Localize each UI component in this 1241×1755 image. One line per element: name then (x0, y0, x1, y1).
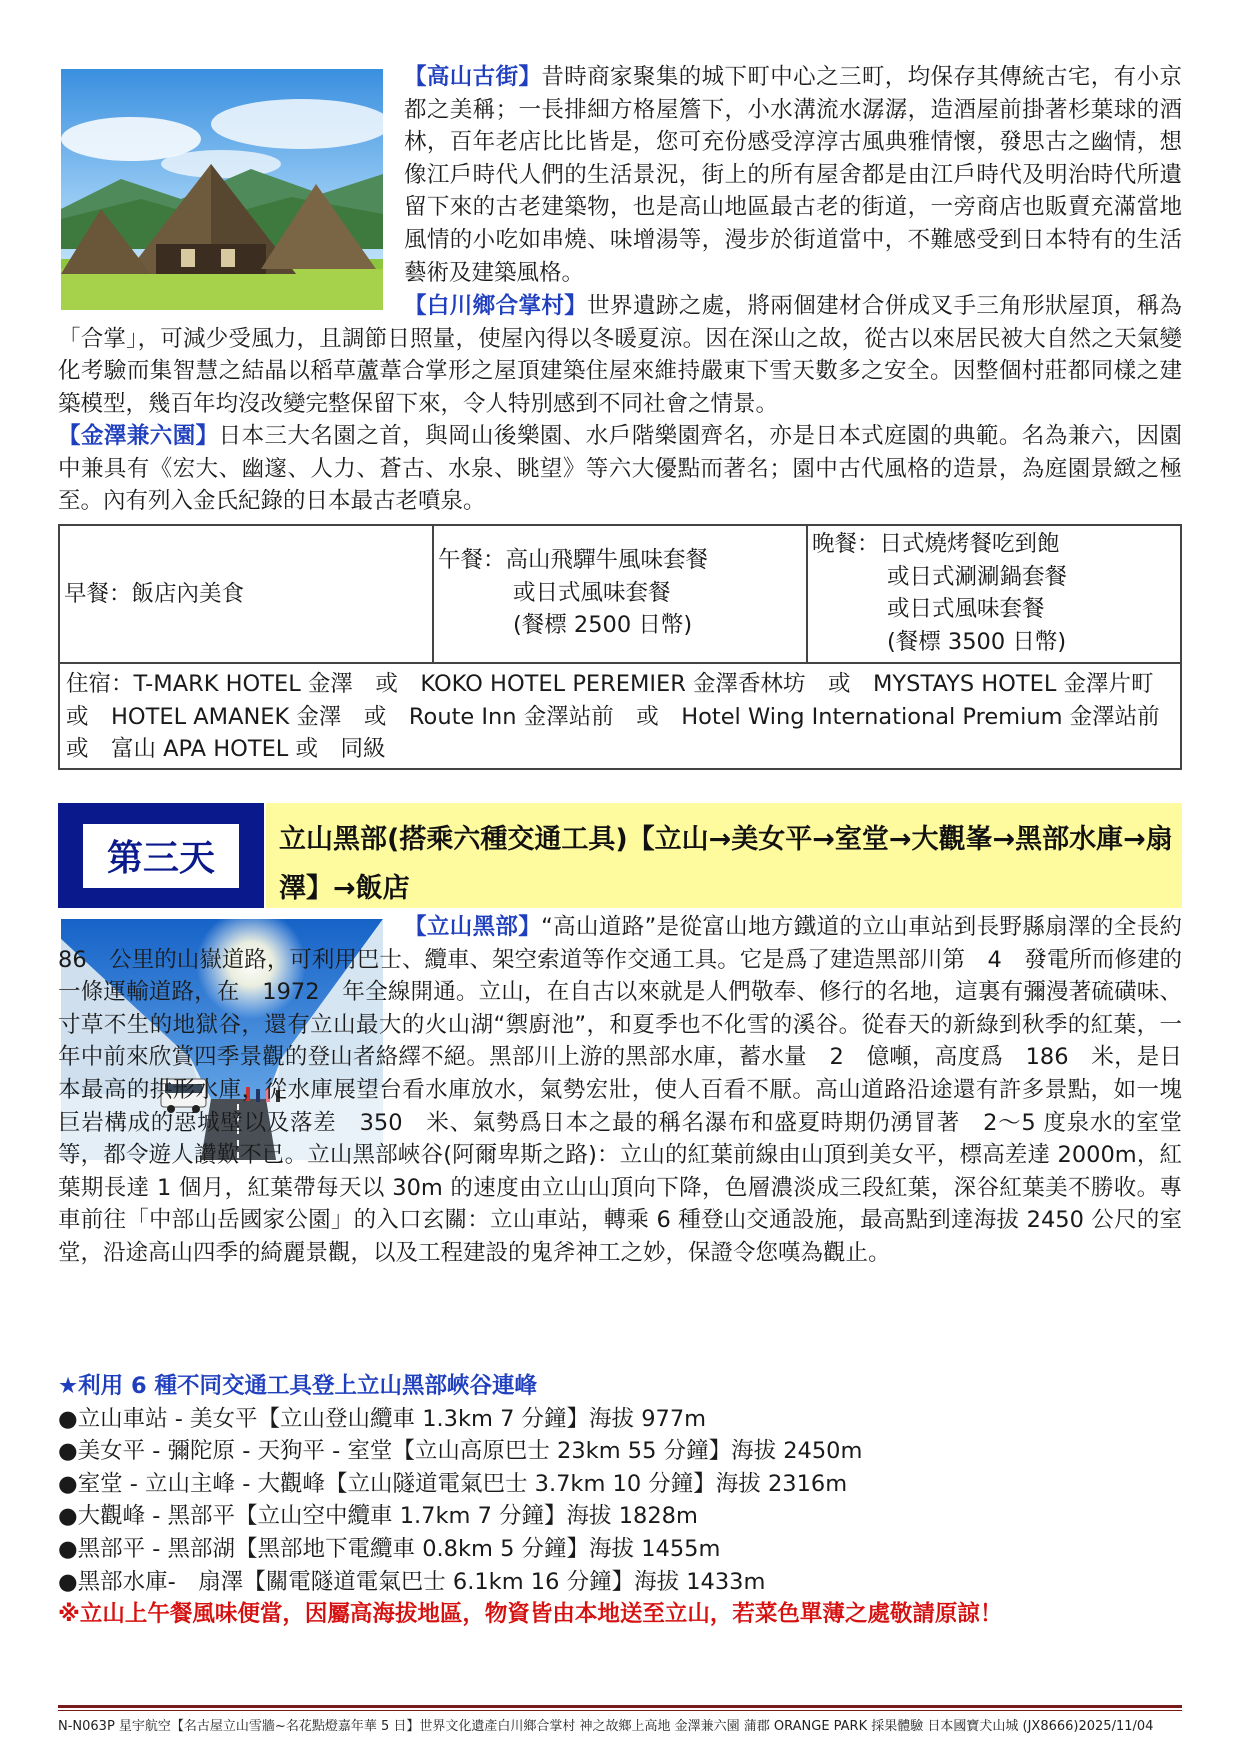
shirakawago-text: 世界遺跡之處，將兩個建材合併成叉手三角形狀屋頂，稱為「合掌」，可減少受風力，且調節日照量，使屋內得以冬暖夏涼。因在深山之故，從古以來居民被大自然之天氣變化考驗而集智慧之結晶以稻草蘆葦合掌形之屋頂建築住屋來維持嚴東下雪天數多之安全。因整個村莊都同樣之建築模型，幾百年均沒改變完整保留下來，令人特別感到不同社會之情景。 (58, 293, 1182, 417)
transport-item-1: ●立山車站 - 美女平【立山登山纜車 1.3km 7 分鐘】海拔 977m (58, 1405, 707, 1432)
breakfast-cell (60, 526, 434, 662)
transport-item-4: ●大觀峰 - 黑部平【立山空中纜車 1.7km 7 分鐘】海拔 1828m (58, 1503, 698, 1530)
kenrokuen-text: 日本三大名園之首，與岡山後樂園、水戶階樂園齊名，亦是日本式庭園的典範。名為兼六，因園中兼具有《宏大、幽邃、人力、蒼古、水泉、眺望》等六大優點而著名；園中古代風格的造景，為庭園景緻之極至。內有列入金氏紀錄的日本最古老噴泉。 (58, 423, 1182, 515)
tateyama-tag: 【立山黑部】 (404, 914, 542, 940)
footer-rule-thick (58, 1705, 1182, 1708)
transport-item-3: ●室堂 - 立山主峰 - 大觀峰【立山隧道電氣巴士 3.7km 10 分鐘】海拔 2316m (58, 1470, 848, 1497)
day-title-box (266, 803, 1182, 908)
transport-item-2: ●美女平 - 彌陀原 - 天狗平 - 室堂【立山高原巴士 23km 55 分鐘】海拔 2450m (58, 1438, 863, 1465)
takayama-text: 昔時商家聚集的城下町中心之三町，均保存其傳統古宅，有小京都之美稱；一長排細方格屋簷下，小水溝流水潺潺，造酒屋前掛著杉葉球的酒林，百年老店比比皆是，您可充份感受淳淳古風典雅情懷，發思古之幽情，想像江戶時代人們的生活景況，街上的所有屋舍都是由江戶時代及明治時代所遺留下來的古老建築物，也是高山地區最古老的街道，一旁商店也販賣充滿當地風情的小吃如串燒、味增湯等，漫步於街道當中，不難感受到日本特有的生活藝術及建築風格。 (404, 64, 1182, 286)
takayama-paragraph (404, 61, 1182, 289)
transport-heading: ★利用 6 種不同交通工具登上立山黑部峽谷連峰 (58, 1373, 537, 1399)
hotel-cell (60, 664, 1183, 768)
shirakawago-paragraph (58, 290, 1182, 420)
lunch-note: ※立山上午餐風味便當，因屬高海拔地區，物資皆由本地送至立山，若菜色單薄之處敬請原諒！ (58, 1601, 1003, 1628)
day-label-inner (81, 822, 241, 890)
lunch-line-1: 午餐：高山飛驒牛風味套餐 (438, 547, 709, 573)
lunch-cell (434, 526, 808, 662)
kenrokuen-tag: 【金澤兼六園】 (58, 423, 219, 449)
hotel-text: 住宿：T-MARK HOTEL 金澤 或 KOKO HOTEL PEREMIER 金澤香林坊 或 MYSTAYS HOTEL 金澤片町 或 HOTEL AMANEK 金澤 或 Route Inn 金澤站前 或 Hotel Wing International Premium 金澤站前 或 富山 APA HOTEL 或 同級 (66, 671, 1183, 763)
dinner-line-1: 晚餐：日式燒烤餐吃到飽 (812, 531, 1060, 557)
lunch-line-2: 或日式風味套餐 (513, 579, 671, 606)
dinner-line-3: 或日式風味套餐 (887, 596, 1045, 623)
footer-rule-thin (58, 1710, 1182, 1711)
shirakawago-tag: 【白川鄉合掌村】 (404, 293, 588, 319)
dinner-line-2: 或日式涮涮鍋套餐 (887, 563, 1068, 590)
takayama-tag: 【高山古街】 (404, 64, 542, 90)
meal-row (60, 526, 1180, 664)
transport-item-6: ●黑部水庫- 扇澤【關電隧道電氣巴士 6.1km 16 分鐘】海拔 1433m (58, 1568, 766, 1595)
day-label: 第三天 (106, 838, 215, 879)
tateyama-paragraph (58, 911, 1182, 1270)
meal-table (58, 524, 1182, 770)
transport-item-5: ●黑部平 - 黑部湖【黑部地下電纜車 0.8km 5 分鐘】海拔 1455m (58, 1535, 721, 1562)
dinner-cell (808, 526, 1180, 662)
shirakawago-photo (61, 69, 383, 310)
day-title: 立山黑部(搭乘六種交通工具)【立山→美女平→室堂→大觀峯→黑部水庫→扇澤】→飯店 (279, 824, 1173, 904)
footer-text: N-N063P 星宇航空【名古屋立山雪牆~名花點燈嘉年華 5 日】世界文化遺產白川鄉合掌村 神之故鄉上高地 金澤兼六園 蒲郡 ORANGE PARK 採果體驗 日本國寶犬山城 (JX8666)2025/11/04 (58, 1719, 1154, 1734)
breakfast-text: 早餐：飯店內美食 (64, 580, 245, 607)
transport-section (58, 1370, 1182, 1631)
dinner-line-4: (餐標 3500 日幣) (887, 628, 1067, 655)
tateyama-text: “高山道路”是從富山地方鐵道的立山車站到長野縣扇澤的全長約 86 公里的山嶽道路，可利用巴士、纜車、架空索道等作交通工具。它是爲了建造黑部川第 4 發電所而修建的一條運輸道路，在 1972 年全線開通。立山，在自古以來就是人們敬奉、修行的名地，這裏有彌漫著硫磺味、寸草不生的地獄谷，還有立山最大的火山湖“禦廚池”，和夏季也不化雪的溪谷。從春天的新綠到秋季的紅葉，一年中前來欣賞四季景觀的登山者絡繹不絕。黑部川上游的黑部水庫，蓄水量 2 億噸，高度爲 186 米，是日本最高的拱形水庫，從水庫展望台看水庫放水，氣勢宏壯，使人百看不厭。高山道路沿途還有許多景點，如一塊巨岩構成的惡城壁以及落差 350 米、氣勢爲日本之最的稱名瀑布和盛夏時期仍湧冒著 2～5 度泉水的室堂等，都令遊人讚歎不已。立山黑部峽谷(阿爾卑斯之路)：立山的紅葉前線由山頂到美女平，標高差達 2000m，紅葉期長達 1 個月，紅葉帶每天以 30m 的速度由立山山頂向下降，色層濃淡成三段紅葉，深谷紅葉美不勝收。專車前往「中部山岳國家公園」的入口玄關：立山車站，轉乘 6 種登山交通設施，最高點到達海拔 2450 公尺的室堂，沿途高山四季的綺麗景觀，以及工程建設的鬼斧神工之妙，保證令您嘆為觀止。 (58, 914, 1182, 1266)
kenrokuen-paragraph (58, 420, 1182, 518)
lunch-line-3: (餐標 2500 日幣) (513, 612, 693, 639)
day-label-box (58, 803, 264, 908)
